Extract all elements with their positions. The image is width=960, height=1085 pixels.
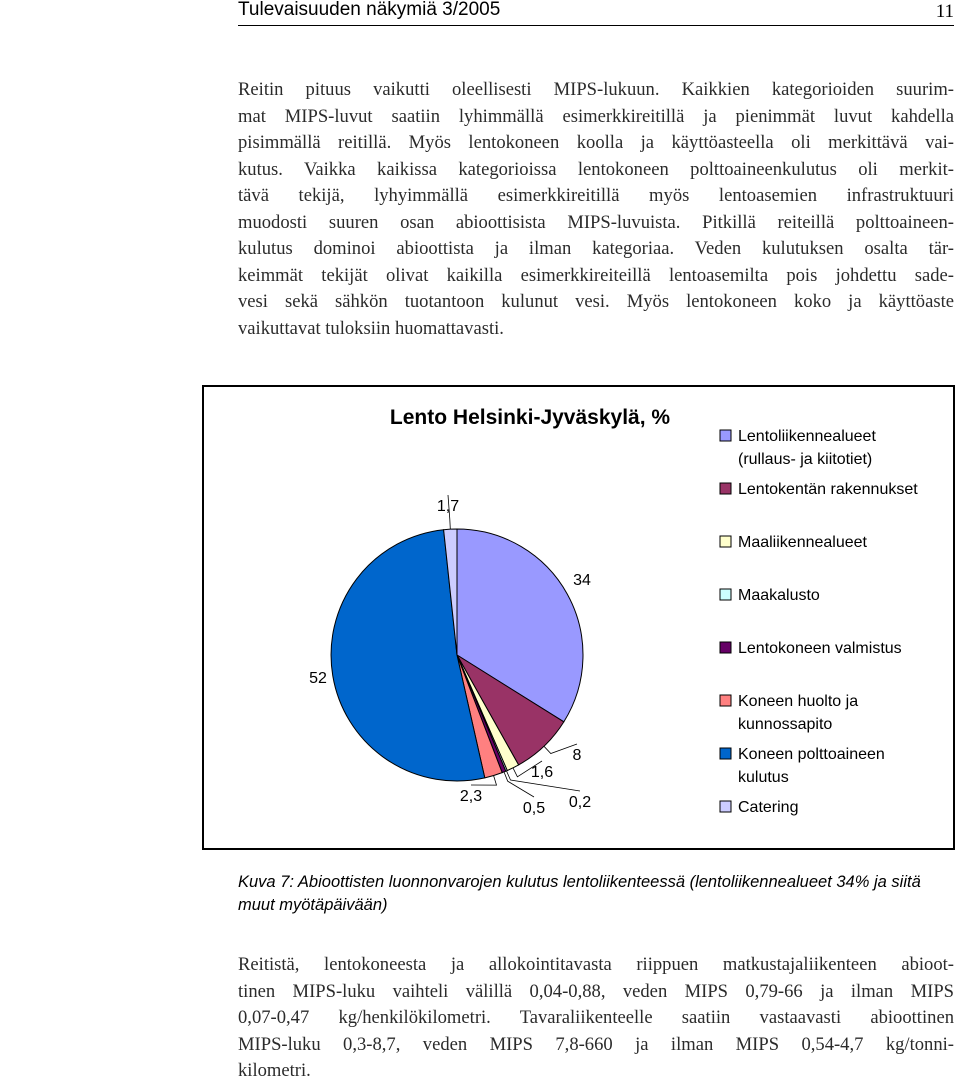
body-paragraph-1	[238, 77, 954, 342]
paragraph-line: mat MIPS-luvut saatiin lyhimmällä esimerkkireitillä ja pienimmät luvut kahdella	[238, 105, 954, 127]
publication-title: Tulevaisuuden näkymiä 3/2005	[238, 0, 501, 20]
paragraph-line: vesi sekä sähkön tuotantoon kulunut vesi. Myös lentokoneen koko ja käyttöaste	[238, 291, 954, 312]
legend-swatch	[720, 430, 731, 441]
paragraph-line: kulutus dominoi abioottista ja ilman kategoriaa. Veden kulutuksen osalta tär-	[238, 238, 954, 259]
paragraph-line: muodosti suuren osan abioottisista MIPS-luvuista. Pitkillä reiteillä polttoaineen-	[238, 211, 954, 233]
legend-label: Koneen huolto ja	[738, 693, 859, 710]
pie-value-label: 0,2	[568, 794, 592, 811]
legend-swatch	[720, 642, 731, 653]
legend-label: (rullaus- ja kiitotiet)	[738, 451, 873, 468]
pie-value-label: 52	[309, 670, 327, 687]
pie-value-label: 8	[572, 747, 582, 764]
page-header	[238, 0, 954, 26]
legend-swatch	[720, 536, 731, 547]
legend-label: Lentokoneen valmistus	[738, 640, 902, 657]
pie-chart-frame	[202, 385, 955, 850]
paragraph-line: pisimmällä reitillä. Myös lentokoneen koolla ja käyttöasteella oli merkittävä vai-	[238, 132, 954, 153]
pie-value-label: 34	[573, 572, 591, 589]
legend-label: kunnossapito	[738, 716, 833, 733]
paragraph-line: MIPS-luku 0,3-8,7, veden MIPS 7,8-660 ja ilman MIPS 0,54-4,7 kg/tonni-	[238, 1033, 954, 1055]
paragraph-line: 0,07-0,47 kg/henkilökilometri. Tavaraliikenteelle saatiin vastaavasti abioottinen	[238, 1007, 954, 1028]
legend-label: Lentokentän rakennukset	[738, 481, 918, 498]
paragraph-line: kilometri.	[238, 1060, 311, 1081]
pie-value-label: 2,3	[459, 788, 483, 805]
legend-label: Maakalusto	[738, 587, 820, 604]
pie-chart	[204, 387, 957, 852]
paragraph-line: vaikuttavat tuloksiin huomattavasti.	[238, 317, 504, 339]
page-number: 11	[935, 1, 954, 22]
paragraph-line: keimmät tekijät olivat kaikilla esimerkkireiteillä lentoasemilta pois johdettu sade-	[238, 264, 954, 286]
paragraph-line: tävä tekijä, lyhyimmällä esimerkkireitillä myös lentoasemien infrastruktuuri	[238, 185, 954, 206]
legend-label: Lentoliikennealueet	[738, 428, 876, 445]
chart-title: Lento Helsinki-Jyväskylä, %	[389, 406, 671, 429]
paragraph-line: Reitin pituus vaikutti oleellisesti MIPS-lukuun. Kaikkien kategorioiden suurim-	[238, 79, 954, 100]
chart-legend	[720, 428, 918, 816]
pie-slices	[331, 529, 583, 781]
legend-swatch	[720, 748, 731, 759]
legend-label: Maaliikennealueet	[738, 534, 867, 551]
legend-label: Koneen polttoaineen	[738, 746, 885, 763]
legend-label: Catering	[738, 799, 799, 816]
legend-swatch	[720, 589, 731, 600]
paragraph-line: Reitistä, lentokoneesta ja allokointitavasta riippuen matkustajaliikenteen abioot-	[238, 954, 954, 975]
legend-swatch	[720, 695, 731, 706]
pie-value-label: 0,5	[522, 800, 546, 817]
legend-swatch	[720, 483, 731, 494]
body-paragraph-2	[238, 952, 954, 1085]
figure-caption: Kuva 7: Abioottisten luonnonvarojen kulutus lentoliikenteessä (lentoliikennealueet 34% ja siitä muut myötäpäivään)	[238, 873, 921, 914]
legend-label: kulutus	[738, 769, 789, 786]
paragraph-line: kutus. Vaikka kaikissa kategorioissa lentokoneen polttoaineenkulutus oli merkit-	[238, 158, 954, 180]
legend-swatch	[720, 801, 731, 812]
pie-value-label: 1,6	[530, 764, 554, 781]
paragraph-line: tinen MIPS-luku vaihteli välillä 0,04-0,88, veden MIPS 0,79-66 ja ilman MIPS	[238, 980, 954, 1002]
pie-value-label: 1,7	[436, 498, 460, 515]
